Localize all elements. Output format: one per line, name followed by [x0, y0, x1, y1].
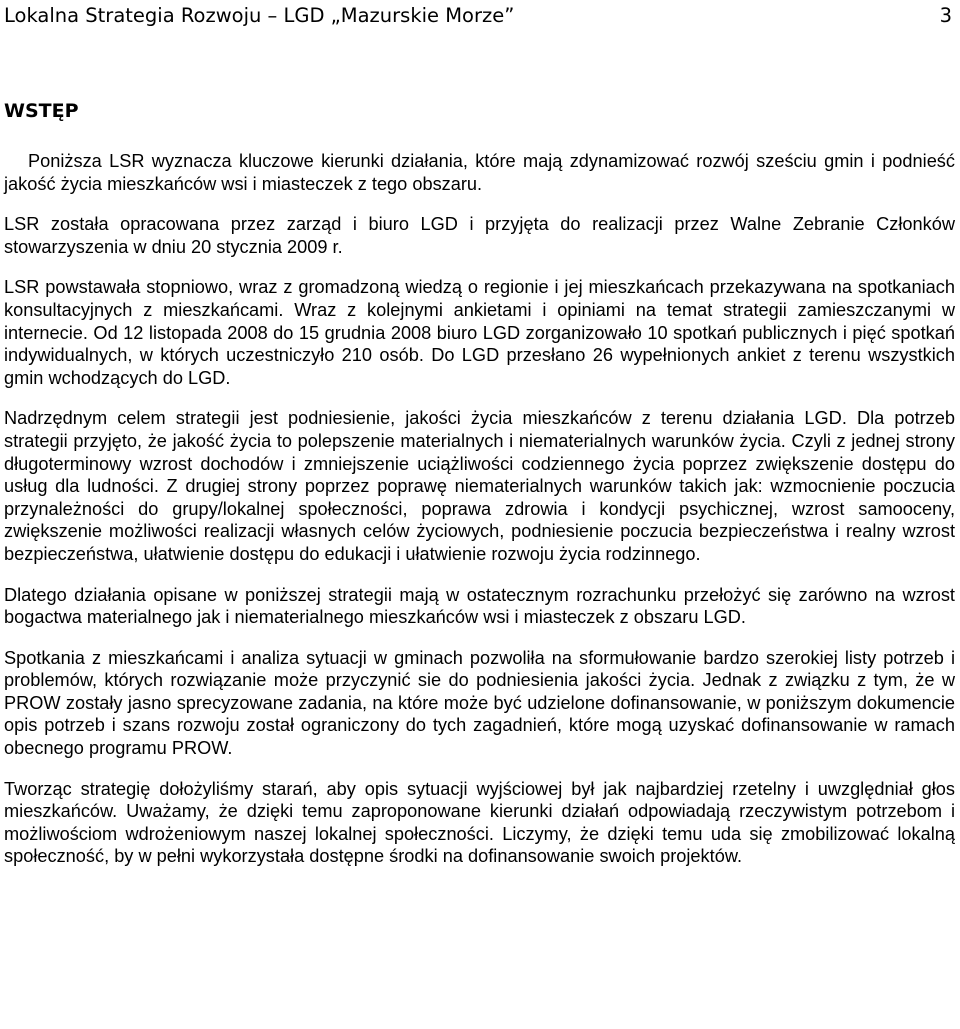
page-header: [0, 0, 960, 40]
page-number: 3: [939, 4, 952, 27]
paragraph-needs-analysis: Spotkania z mieszkańcami i analiza sytuacji w gminach pozwoliła na sformułowanie bardzo szerokiej listy potrzeb i problemów, których rozwiązanie może przyczynić sie do podniesienia jakości życia. Jednak z związku z tym, że w PROW zostały jasno sprecyzowane zadania, na które może być udzielone dofinansowanie, w poniższym dokumencie opis potrzeb i szans rozwoju został ograniczony do tych zagadnień, które mogą uzyskać dofinansowanie w ramach obecnego programu PROW.: [4, 647, 955, 759]
document-title: Lokalna Strategia Rozwoju – LGD „Mazurskie Morze”: [4, 4, 515, 27]
paragraph-outcome: Dlatego działania opisane w poniższej strategii mają w ostatecznym rozrachunku przełożyć się zarówno na wzrost bogactwa materialnego jak i niematerialnego mieszkańców wsi i miasteczek z obszaru LGD.: [4, 584, 955, 628]
paragraph-closing: Tworząc strategię dołożyliśmy starań, aby opis sytuacji wyjściowej był jak najbardziej rzetelny i uwzględniał głos mieszkańców. Uważamy, że dzięki temu zaproponowane kierunki działań odpowiadają rzeczywistym potrzebom i możliwościom wdrożeniowym naszej lokalnej społeczności. Liczymy, że dzięki temu uda się zmobilizować lokalną społeczność, by w pełni wykorzystała dostępne środki na dofinansowanie swoich projektów.: [4, 778, 955, 867]
paragraph-intro: Poniższa LSR wyznacza kluczowe kierunki działania, które mają zdynamizować rozwój sześciu gmin i podnieść jakość życia mieszkańców wsi i miasteczek z tego obszaru.: [4, 151, 955, 194]
paragraph-adoption: LSR została opracowana przez zarząd i biuro LGD i przyjęta do realizacji przez Walne Zebranie Członków stowarzyszenia w dniu 20 stycznia 2009 r.: [4, 214, 955, 257]
paragraph-consultations: LSR powstawała stopniowo, wraz z gromadzoną wiedzą o regionie i jej mieszkańcach przekazywana na spotkaniach konsultacyjnych z mieszkańcami. Wraz z kolejnymi ankietami i opiniami na temat strategii zamieszczanymi w internecie. Od 12 listopada 2008 do 15 grudnia 2008 biuro LGD zorganizowało 10 spotkań publicznych i pięć spotkań indywidualnych, w których uczestniczyło 210 osób. Do LGD przesłano 26 wypełnionych ankiet z terenu wszystkich gmin wchodzących do LGD.: [4, 277, 955, 388]
section-body: [4, 150, 955, 886]
section-heading: WSTĘP: [4, 100, 79, 122]
paragraph-main-goal: Nadrzędnym celem strategii jest podniesienie, jakości życia mieszkańców z terenu działania LGD. Dla potrzeb strategii przyjęto, że jakość życia to polepszenie materialnych i niematerialnych warunków życia. Czyli z jednej strony długoterminowy wzrost dochodów i zmniejszenie uciążliwości codziennego życia poprzez zwiększenie dostępu do usług dla ludności. Z drugiej strony poprzez poprawę niematerialnych warunków takich jak: wzmocnienie poczucia przynależności do grupy/lokalnej społeczności, poprawa zdrowia i kondycji psychicznej, wzrost samooceny, zwiększenie możliwości realizacji własnych celów życiowych, podniesienie poczucia bezpieczeństwa i realny wzrost bezpieczeństwa, ułatwienie dostępu do edukacji i ułatwienie rozwoju życia rodzinnego.: [4, 408, 955, 564]
